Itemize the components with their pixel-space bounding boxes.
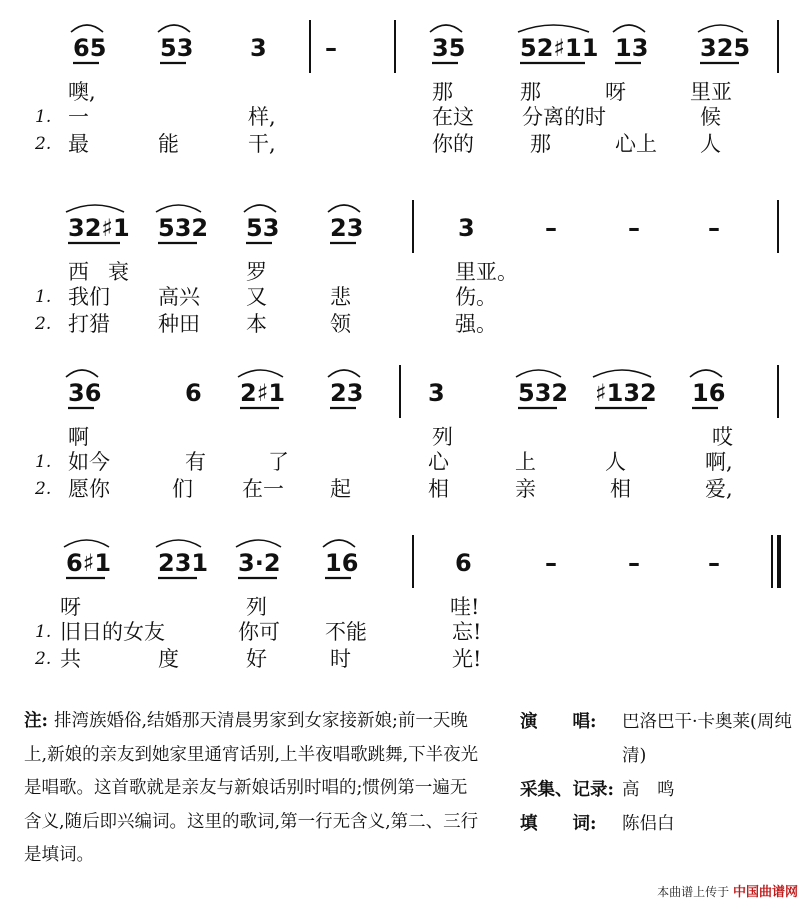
lyric-word: 在一 <box>242 477 284 501</box>
lyric-word: 了 <box>268 450 289 474</box>
note-group: – <box>708 549 720 577</box>
note-group: 325 <box>700 34 751 62</box>
lyric-word: 啊, <box>705 450 733 474</box>
lyric-word: 那 <box>520 80 541 104</box>
lyric-word: 有 <box>185 450 206 474</box>
slur <box>66 370 98 377</box>
slur <box>690 370 722 377</box>
credit-row <box>520 807 808 841</box>
note-group: 6 <box>185 379 202 407</box>
note-group: – <box>325 34 337 62</box>
note-group: – <box>628 549 640 577</box>
credit-row <box>520 705 808 773</box>
note-group: 16 <box>325 549 359 577</box>
lyric-word: 如今 <box>68 450 110 474</box>
lyric-word: 西 <box>68 260 89 284</box>
lyric-word: 里亚 <box>690 80 732 104</box>
lyric-word: 强。 <box>455 312 497 336</box>
note-group: 53 <box>246 214 280 242</box>
lyric-word: 那 <box>432 80 453 104</box>
note-group: 36 <box>68 379 102 407</box>
credit-value: 巴洛巴干·卡奥莱(周纯清) <box>622 712 792 766</box>
lyric-word: 们 <box>172 477 193 501</box>
lyric-word: 相 <box>610 477 631 501</box>
lyric-word: 亲 <box>515 477 536 501</box>
note-group: 3 <box>250 34 267 62</box>
footnote-text: 排湾族婚俗,结婚那天清晨男家到女家接新娘;前一天晚上,新娘的亲友到她家里通宵话别,上半夜唱歌跳舞,下半夜光是唱歌。这首歌就是亲友与新娘话别时唱的;惯例第一遍无含义,随后即兴编词。这里的歌词,第一行无含义,第二、三行是填词。 <box>24 711 479 865</box>
watermark <box>657 881 798 900</box>
slur <box>698 25 743 32</box>
lyric-word: 时 <box>330 647 351 671</box>
note-group: – <box>628 214 640 242</box>
slur <box>238 370 283 377</box>
lyric-word: 不能 <box>325 620 367 644</box>
note-group: 2♯1 <box>240 379 286 407</box>
lyric-word: 哎 <box>712 425 733 449</box>
lyric-word: 上 <box>515 450 536 474</box>
lyric-word: 分离的时 <box>522 105 606 129</box>
lyric-word: 光! <box>452 647 482 671</box>
lyric-word: 那 <box>530 132 551 156</box>
note-group: 13 <box>615 34 649 62</box>
slur <box>158 25 190 32</box>
credit-key: 填 词: <box>520 814 597 834</box>
note-group: 23 <box>330 379 364 407</box>
verse-number: 2. <box>35 134 52 154</box>
note-group: 16 <box>692 379 726 407</box>
note-group: 6♯1 <box>66 549 112 577</box>
lyric-word: 你可 <box>238 620 280 644</box>
lyric-word: 种田 <box>158 312 200 336</box>
watermark-brand: 中国曲谱网 <box>732 885 798 900</box>
note-group: 65 <box>73 34 107 62</box>
note-group: 6 <box>455 549 472 577</box>
slur <box>64 540 109 547</box>
lyric-word: 干, <box>248 132 276 156</box>
lyric-word: 愿你 <box>68 477 110 501</box>
lyric-word: 人 <box>700 132 721 156</box>
note-group: – <box>708 214 720 242</box>
verse-number: 1. <box>35 107 52 127</box>
lyric-word: 呀 <box>60 595 81 619</box>
slur <box>430 25 462 32</box>
footnote <box>24 705 484 873</box>
lyric-word: 衰 <box>108 260 129 284</box>
slur <box>593 370 651 377</box>
lyric-word: 悲 <box>330 285 351 309</box>
lyric-word: 相 <box>428 477 449 501</box>
lyric-word: 啊 <box>68 425 89 449</box>
note-group: 3 <box>458 214 475 242</box>
lyric-word: 领 <box>330 312 351 336</box>
credit-value: 高 鸣 <box>622 780 675 800</box>
note-group: 52♯11 <box>520 34 599 62</box>
credits <box>520 705 808 841</box>
note-group: 532 <box>518 379 569 407</box>
lyric-word: 一 <box>68 105 89 129</box>
lyric-word: 候 <box>700 105 721 129</box>
lyric-word: 心 <box>428 450 449 474</box>
lyric-word: 我们 <box>68 285 110 309</box>
credit-row <box>520 773 808 807</box>
note-group: 231 <box>158 549 209 577</box>
lyric-word: 里亚。 <box>455 260 518 284</box>
slur <box>156 540 201 547</box>
slur <box>236 540 281 547</box>
lyric-word: 样, <box>248 105 276 129</box>
lyric-word: 旧日的女友 <box>60 620 165 644</box>
slur <box>323 540 355 547</box>
lyric-word: 人 <box>605 450 626 474</box>
footnote-label: 注: <box>24 711 48 731</box>
verse-number: 1. <box>35 452 52 472</box>
slur <box>518 25 589 32</box>
lyric-word: 你的 <box>432 132 474 156</box>
lyric-word: 列 <box>246 595 267 619</box>
lyric-word: 好 <box>246 647 267 671</box>
note-group: 32♯1 <box>68 214 130 242</box>
lyric-word: 在这 <box>432 105 474 129</box>
lyric-word: 罗 <box>246 260 267 284</box>
lyric-word: 忘! <box>452 620 482 644</box>
slur <box>328 205 360 212</box>
watermark-prefix: 本曲谱上传于 <box>657 885 730 899</box>
slur <box>156 205 201 212</box>
lyric-word: 共 <box>60 647 81 671</box>
lyric-word: 能 <box>158 132 179 156</box>
lyric-word: 列 <box>432 425 453 449</box>
note-group: ♯132 <box>595 379 657 407</box>
note-group: 35 <box>432 34 466 62</box>
lyric-word: 哇! <box>450 595 480 619</box>
note-group: 532 <box>158 214 209 242</box>
credit-key: 演 唱: <box>520 712 597 732</box>
lyric-word: 心上 <box>615 132 657 156</box>
verse-number: 2. <box>35 314 52 334</box>
verse-number: 1. <box>35 622 52 642</box>
lyric-word: 打猎 <box>68 312 110 336</box>
lyric-word: 又 <box>246 285 267 309</box>
lyric-word: 噢, <box>68 80 96 104</box>
lyric-word: 本 <box>246 312 267 336</box>
slur <box>516 370 561 377</box>
lyric-word: 起 <box>330 477 351 501</box>
lyric-word: 呀 <box>605 80 626 104</box>
slur <box>613 25 645 32</box>
slur <box>244 205 276 212</box>
lyric-word: 高兴 <box>158 285 200 309</box>
lyric-word: 爱, <box>705 477 733 501</box>
note-group: – <box>545 549 557 577</box>
lyric-word: 最 <box>68 132 89 156</box>
lyric-word: 伤。 <box>455 285 497 309</box>
note-group: 23 <box>330 214 364 242</box>
verse-number: 2. <box>35 649 52 669</box>
slur <box>328 370 360 377</box>
slur <box>71 25 103 32</box>
verse-number: 1. <box>35 287 52 307</box>
note-group: 3·2 <box>238 549 281 577</box>
lyric-word: 度 <box>158 647 179 671</box>
note-group: 3 <box>428 379 445 407</box>
credit-value: 陈侣白 <box>622 814 675 834</box>
note-group: – <box>545 214 557 242</box>
verse-number: 2. <box>35 479 52 499</box>
note-group: 53 <box>160 34 194 62</box>
slur <box>66 205 124 212</box>
credit-key: 采集、记录: <box>520 780 614 800</box>
